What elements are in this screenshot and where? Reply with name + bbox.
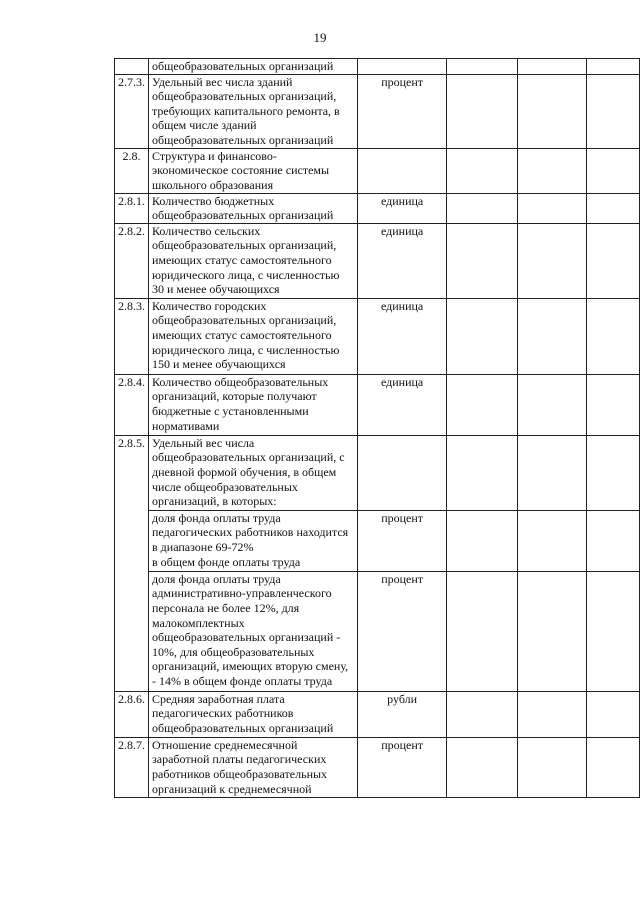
value-cell xyxy=(517,59,586,75)
unit-cell: процент xyxy=(358,510,447,571)
unit-cell xyxy=(358,435,447,510)
value-cell xyxy=(447,435,518,510)
unit-cell: процент xyxy=(358,737,447,797)
unit-cell: процент xyxy=(358,74,447,148)
value-cell xyxy=(447,737,518,797)
table-row xyxy=(115,223,640,298)
indicator-name: Удельный вес числа общеобразовательных организаций, с дневной формой обучения, в общем числе общеобразовательных организаций, в которых: xyxy=(149,435,358,510)
value-cell xyxy=(586,193,639,223)
row-number: 2.7.3. xyxy=(115,74,149,148)
value-cell xyxy=(447,74,518,148)
value-cell xyxy=(517,571,586,691)
value-cell xyxy=(586,510,639,571)
indicator-name: Количество городских общеобразовательных организаций, имеющих статус самостоятельного юридического лица, с численностью 150 и менее обучающихся xyxy=(149,298,358,374)
value-cell xyxy=(586,223,639,298)
table-row xyxy=(115,298,640,374)
value-cell xyxy=(517,737,586,797)
row-number: 2.8.2. xyxy=(115,223,149,298)
indicators-table xyxy=(114,58,640,798)
unit-cell: единица xyxy=(358,374,447,435)
table-row xyxy=(115,74,640,148)
table-row xyxy=(115,59,640,75)
value-cell xyxy=(517,193,586,223)
value-cell xyxy=(517,74,586,148)
row-number: 2.8.4. xyxy=(115,374,149,435)
indicator-name: Удельный вес числа зданий общеобразовательных организаций, требующих капитального ремонта, в общем числе зданий общеобразовательных организаций xyxy=(149,74,358,148)
table-row xyxy=(115,691,640,737)
table-row xyxy=(115,374,640,435)
unit-cell: единица xyxy=(358,298,447,374)
value-cell xyxy=(447,59,518,75)
value-cell xyxy=(447,193,518,223)
page-number: 19 xyxy=(313,30,327,45)
value-cell xyxy=(447,374,518,435)
row-number: 2.8.6. xyxy=(115,691,149,737)
indicator-name: Количество сельских общеобразовательных организаций, имеющих статус самостоятельного юридического лица, с численностью 30 и менее обучающихся xyxy=(149,223,358,298)
value-cell xyxy=(586,571,639,691)
table-row xyxy=(115,571,640,691)
unit-cell: рубли xyxy=(358,691,447,737)
indicator-name: Средняя заработная плата педагогических работников общеобразовательных организаций xyxy=(149,691,358,737)
value-cell xyxy=(586,374,639,435)
row-number xyxy=(115,59,149,75)
value-cell xyxy=(447,148,518,193)
indicator-name: Структура и финансово- экономическое состояние системы школьного образования xyxy=(149,148,358,193)
indicator-name: общеобразовательных организаций xyxy=(149,59,358,75)
value-cell xyxy=(517,691,586,737)
value-cell xyxy=(447,691,518,737)
value-cell xyxy=(586,148,639,193)
value-cell xyxy=(517,148,586,193)
table-row xyxy=(115,148,640,193)
indicator-subitem: доля фонда оплаты труда административно-управленческого персонала не более 12%, для малокомплектных общеобразовательных организаций - 10%, для общеобразовательных организаций, имеющих вторую смену, - 14% в общем фонде оплаты труда xyxy=(149,571,358,691)
row-number: 2.8.7. xyxy=(115,737,149,797)
value-cell xyxy=(517,223,586,298)
unit-cell: единица xyxy=(358,223,447,298)
value-cell xyxy=(586,74,639,148)
value-cell xyxy=(586,298,639,374)
value-cell xyxy=(586,59,639,75)
indicator-name: Количество общеобразовательных организаций, которые получают бюджетные с установленными нормативами xyxy=(149,374,358,435)
unit-cell xyxy=(358,148,447,193)
indicator-subitem: доля фонда оплаты труда педагогических работников находится в диапазоне 69-72% в общем фонде оплаты труда xyxy=(149,510,358,571)
row-number: 2.8.5. xyxy=(115,435,149,691)
table-row xyxy=(115,435,640,510)
value-cell xyxy=(447,571,518,691)
value-cell xyxy=(447,510,518,571)
value-cell xyxy=(586,737,639,797)
row-number: 2.8. xyxy=(115,148,149,193)
table-row xyxy=(115,510,640,571)
unit-cell: процент xyxy=(358,571,447,691)
value-cell xyxy=(517,510,586,571)
value-cell xyxy=(586,691,639,737)
row-number: 2.8.3. xyxy=(115,298,149,374)
row-number: 2.8.1. xyxy=(115,193,149,223)
table-row xyxy=(115,193,640,223)
unit-cell xyxy=(358,59,447,75)
value-cell xyxy=(517,435,586,510)
table-row xyxy=(115,737,640,797)
value-cell xyxy=(517,298,586,374)
value-cell xyxy=(447,223,518,298)
value-cell xyxy=(586,435,639,510)
unit-cell: единица xyxy=(358,193,447,223)
value-cell xyxy=(517,374,586,435)
value-cell xyxy=(447,298,518,374)
indicator-name: Количество бюджетных общеобразовательных организаций xyxy=(149,193,358,223)
indicator-name: Отношение среднемесячной заработной платы педагогических работников общеобразовательных организаций к среднемесячной xyxy=(149,737,358,797)
